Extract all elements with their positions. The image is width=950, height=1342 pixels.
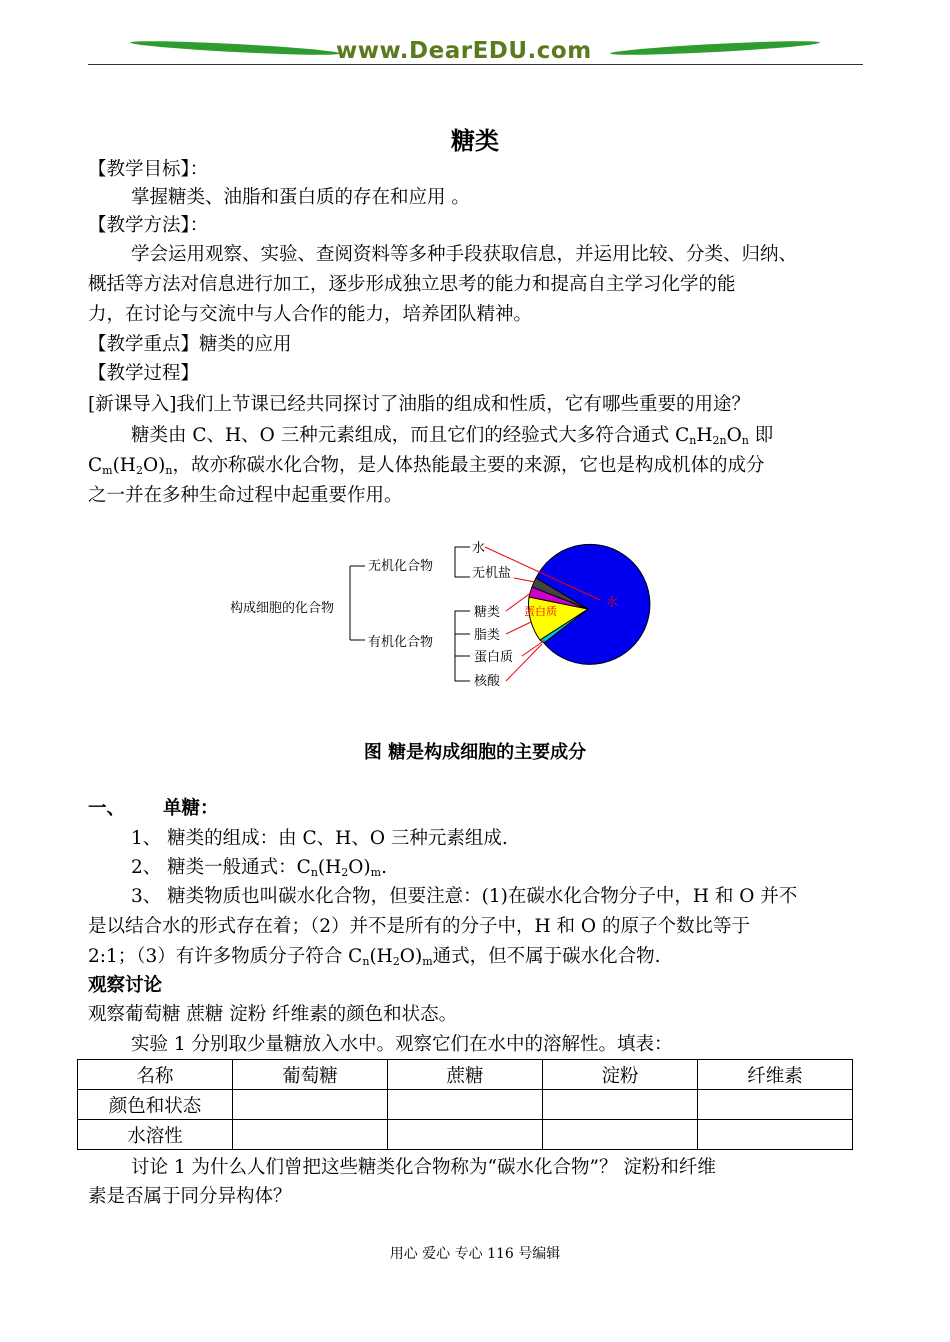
intro-line: [新课导入]我们上节课已经共同探讨了油脂的组成和性质，它有哪些重要的用途？ bbox=[88, 394, 750, 415]
observation-table bbox=[77, 1059, 853, 1150]
method-label: 【教学方法】： bbox=[88, 215, 209, 236]
diagram-fat-label: 脂类 bbox=[474, 628, 501, 643]
diagram-root-label: 构成细胞的化合物 bbox=[230, 601, 335, 616]
goal-text: 掌握糖类、油脂和蛋白质的存在和应用 。 bbox=[131, 187, 470, 208]
table-cell-empty[interactable] bbox=[698, 1120, 853, 1150]
table-cell-empty[interactable] bbox=[543, 1090, 698, 1120]
section-one-heading: 一、 单糖： bbox=[88, 798, 219, 819]
diagram-protein-label: 蛋白质 bbox=[474, 650, 514, 665]
mono-item-1: 1、 糖类的组成：由 C、H、O 三种元素组成. bbox=[131, 828, 508, 849]
table-cell-empty[interactable] bbox=[233, 1120, 388, 1150]
pie-label-protein: 蛋白质 bbox=[524, 605, 557, 618]
diagram-salt-label: 无机盐 bbox=[472, 566, 512, 581]
method-line-2: 概括等方法对信息进行加工，逐步形成独立思考的能力和提高自主学习化学的能 bbox=[88, 274, 736, 295]
observe-line: 观察葡萄糖 蔗糖 淀粉 纤维素的颜色和状态。 bbox=[88, 1004, 458, 1025]
observe-heading: 观察讨论 bbox=[88, 975, 163, 996]
goal-label: 【教学目标】： bbox=[88, 159, 209, 180]
diagram-sugar-label: 糖类 bbox=[474, 605, 501, 620]
table-cell-empty[interactable] bbox=[388, 1090, 543, 1120]
table-cell-empty[interactable] bbox=[543, 1120, 698, 1150]
focus-line: 【教学重点】糖类的应用 bbox=[88, 334, 292, 355]
table-row bbox=[78, 1120, 853, 1150]
site-logo[interactable]: www.DearEDU.com bbox=[336, 38, 592, 64]
method-line-1: 学会运用观察、实验、查阅资料等多种手段获取信息，并运用比较、分类、归纳、 bbox=[131, 244, 798, 265]
mono-item-2: 2、 糖类一般通式：$C_n(H_2O)_m$. bbox=[131, 857, 387, 879]
diagram-inorganic-label: 无机化合物 bbox=[368, 559, 434, 574]
diagram-nucleic-label: 核酸 bbox=[474, 674, 501, 689]
process-label: 【教学过程】 bbox=[88, 363, 200, 384]
table-row-label: 颜色和状态 bbox=[78, 1090, 233, 1120]
page-footer: 用心 爱心 专心 116 号编辑 bbox=[389, 1246, 561, 1262]
diagram-organic-label: 有机化合物 bbox=[368, 635, 434, 650]
table-header-cell: 纤维素 bbox=[698, 1060, 853, 1090]
mono-item-3-line-2: 是以结合水的形式存在着；（2）并不是所有的分子中，H 和 O 的原子个数比等于 bbox=[88, 916, 750, 937]
mono-item-3-line-1: 3、 糖类物质也叫碳水化合物，但要注意：(1)在碳水化合物分子中，H 和 O 并不 bbox=[131, 886, 798, 907]
table-row bbox=[78, 1090, 853, 1120]
method-line-3: 力，在讨论与交流中与人合作的能力，培养团队精神。 bbox=[88, 304, 533, 325]
table-header-cell: 蔗糖 bbox=[388, 1060, 543, 1090]
table-cell-empty[interactable] bbox=[698, 1090, 853, 1120]
mono-item-3-line-3: 2:1；（3）有许多物质分子符合 $C_n(H_2O)_m$通式，但不属于碳水化合物. bbox=[88, 946, 661, 968]
table-cell-empty[interactable] bbox=[388, 1120, 543, 1150]
formula-paragraph-line-2: $C_m(H_2O)_n$，故亦称碳水化合物，是人体热能最主要的来源，它也是构成机体的成分 bbox=[88, 455, 765, 477]
table-header-cell: 名称 bbox=[78, 1060, 233, 1090]
formula-paragraph-line-1: 糖类由 C、H、O 三种元素组成，而且它们的经验式大多符合通式 $C_nH_{2n}O_n$ 即 bbox=[131, 425, 774, 447]
experiment-line: 实验 1 分别取少量糖放入水中。观察它们在水中的溶解性。填表： bbox=[131, 1034, 673, 1055]
discuss-line-2: 素是否属于同分异构体？ bbox=[88, 1186, 292, 1207]
discuss-line-1: 讨论 1 为什么人们曾把这些糖类化合物称为“碳水化合物”？ 淀粉和纤维 bbox=[131, 1157, 716, 1178]
page-title: 糖类 bbox=[451, 126, 499, 155]
table-header-cell: 淀粉 bbox=[543, 1060, 698, 1090]
diagram-water-label: 水 bbox=[472, 541, 486, 556]
table-header-cell: 葡萄糖 bbox=[233, 1060, 388, 1090]
formula-paragraph-line-3: 之一并在多种生命过程中起重要作用。 bbox=[88, 485, 403, 506]
figure-caption: 图 糖是构成细胞的主要成分 bbox=[363, 742, 587, 763]
pie-label-water: 水 bbox=[606, 595, 619, 609]
table-header-row bbox=[78, 1060, 853, 1090]
table-cell-empty[interactable] bbox=[233, 1090, 388, 1120]
table-row-label: 水溶性 bbox=[78, 1120, 233, 1150]
